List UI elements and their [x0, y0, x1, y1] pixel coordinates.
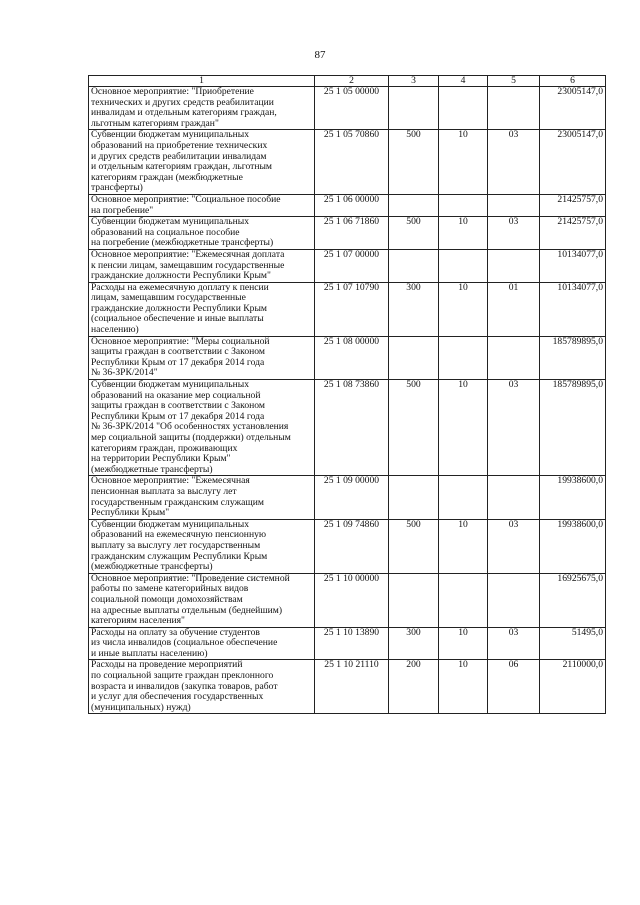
row-amount: 21425757,0 [540, 217, 606, 250]
row-code: 25 1 05 00000 [315, 87, 389, 130]
row-col-3: 500 [389, 130, 439, 195]
row-col-3 [389, 249, 439, 282]
row-col-3 [389, 476, 439, 519]
row-code: 25 1 10 21110 [315, 660, 389, 714]
row-col-4 [439, 249, 488, 282]
row-amount: 10134077,0 [540, 282, 606, 336]
row-description: Основное мероприятие: "Ежемесячная пенсионная выплата за выслугу лет государственным гражданским служащим Республики Крым" [89, 476, 315, 519]
row-description: Субвенции бюджетам муниципальных образований на приобретение технических и других средств реабилитации инвалидам и отдельным категориям граждан, льготным категориям граждан (межбюджетные трансферты) [89, 130, 315, 195]
row-code: 25 1 07 00000 [315, 249, 389, 282]
row-description: Субвенции бюджетам муниципальных образований на социальное пособие на погребение (межбюджетные трансферты) [89, 217, 315, 250]
table-row [89, 87, 606, 130]
row-col-3 [389, 336, 439, 379]
header-col-4: 4 [439, 76, 488, 87]
table-row [89, 282, 606, 336]
row-col-5 [488, 573, 540, 627]
row-col-5 [488, 249, 540, 282]
row-col-3 [389, 573, 439, 627]
row-col-3: 500 [389, 519, 439, 573]
row-col-4: 10 [439, 282, 488, 336]
table-row [89, 194, 606, 216]
row-amount: 185789895,0 [540, 380, 606, 476]
row-code: 25 1 05 70860 [315, 130, 389, 195]
table-row [89, 380, 606, 476]
row-code: 25 1 09 74860 [315, 519, 389, 573]
row-col-4 [439, 87, 488, 130]
header-col-6: 6 [540, 76, 606, 87]
row-code: 25 1 06 71860 [315, 217, 389, 250]
row-col-4 [439, 336, 488, 379]
row-description: Основное мероприятие: "Меры социальной защиты граждан в соответствии с Законом Республики Крым от 17 декабря 2014 года № 36-ЗРК/2014" [89, 336, 315, 379]
row-code: 25 1 10 00000 [315, 573, 389, 627]
row-col-5: 03 [488, 130, 540, 195]
row-col-3: 200 [389, 660, 439, 714]
table-row [89, 249, 606, 282]
row-code: 25 1 07 10790 [315, 282, 389, 336]
header-col-3: 3 [389, 76, 439, 87]
row-col-4: 10 [439, 627, 488, 660]
table-row [89, 476, 606, 519]
row-col-4: 10 [439, 217, 488, 250]
row-description: Основное мероприятие: "Проведение системной работы по замене категорийных видов социальной помощи домохозяйствам на адресные выплаты отдельным (беднейшим) категориям населения" [89, 573, 315, 627]
row-col-5: 03 [488, 380, 540, 476]
row-code: 25 1 08 00000 [315, 336, 389, 379]
row-amount: 23005147,0 [540, 130, 606, 195]
row-col-5: 06 [488, 660, 540, 714]
row-description: Расходы на оплату за обучение студентов из числа инвалидов (социальное обеспечение и иные выплаты населению) [89, 627, 315, 660]
row-description: Основное мероприятие: "Приобретение технических и других средств реабилитации инвалидам и отдельным категориям граждан, льготным категориям граждан" [89, 87, 315, 130]
row-amount: 19938600,0 [540, 519, 606, 573]
row-description: Субвенции бюджетам муниципальных образований на оказание мер социальной защиты граждан в соответствии с Законом Республики Крым от 17 декабря 2014 года № 36-ЗРК/2014 "Об особенностях установления мер социальной защиты (поддержки) отдельным категориям граждан, проживающих на территории Республики Крым" (межбюджетные трансферты) [89, 380, 315, 476]
row-col-3: 300 [389, 282, 439, 336]
row-col-4: 10 [439, 380, 488, 476]
row-code: 25 1 08 73860 [315, 380, 389, 476]
row-description: Основное мероприятие: "Социальное пособие на погребение" [89, 194, 315, 216]
row-amount: 16925675,0 [540, 573, 606, 627]
row-description: Основное мероприятие: "Ежемесячная доплата к пенсии лицам, замещавшим государственные гражданские должности Республики Крым" [89, 249, 315, 282]
row-code: 25 1 09 00000 [315, 476, 389, 519]
header-row [89, 76, 606, 87]
row-col-3: 500 [389, 380, 439, 476]
table-row [89, 519, 606, 573]
row-col-3 [389, 87, 439, 130]
header-col-1: 1 [89, 76, 315, 87]
row-amount: 2110000,0 [540, 660, 606, 714]
row-amount: 10134077,0 [540, 249, 606, 282]
row-amount: 51495,0 [540, 627, 606, 660]
table-row [89, 336, 606, 379]
page-number: 87 [314, 49, 326, 61]
header-col-5: 5 [488, 76, 540, 87]
row-col-3: 500 [389, 217, 439, 250]
row-col-4: 10 [439, 130, 488, 195]
row-col-5 [488, 336, 540, 379]
row-col-5: 01 [488, 282, 540, 336]
row-description: Расходы на ежемесячную доплату к пенсии лицам, замещавшим государственные гражданские должности Республики Крым (социальное обеспечение и иные выплаты населению) [89, 282, 315, 336]
row-col-5: 03 [488, 217, 540, 250]
table-row [89, 217, 606, 250]
budget-table [88, 75, 606, 714]
row-code: 25 1 06 00000 [315, 194, 389, 216]
row-col-4 [439, 573, 488, 627]
row-col-5: 03 [488, 627, 540, 660]
row-col-3: 300 [389, 627, 439, 660]
row-col-4 [439, 476, 488, 519]
row-code: 25 1 10 13890 [315, 627, 389, 660]
header-col-2: 2 [315, 76, 389, 87]
row-col-4: 10 [439, 519, 488, 573]
row-col-4: 10 [439, 660, 488, 714]
table-row [89, 660, 606, 714]
row-description: Расходы на проведение мероприятий по социальной защите граждан преклонного возраста и инвалидов (закупка товаров, работ и услуг для обеспечения государственных (муниципальных) нужд) [89, 660, 315, 714]
table-row [89, 627, 606, 660]
table-row [89, 573, 606, 627]
row-amount: 21425757,0 [540, 194, 606, 216]
row-col-5: 03 [488, 519, 540, 573]
row-amount: 19938600,0 [540, 476, 606, 519]
row-amount: 23005147,0 [540, 87, 606, 130]
row-col-4 [439, 194, 488, 216]
row-col-5 [488, 194, 540, 216]
table-row [89, 130, 606, 195]
row-col-3 [389, 194, 439, 216]
row-col-5 [488, 476, 540, 519]
row-amount: 185789895,0 [540, 336, 606, 379]
row-description: Субвенции бюджетам муниципальных образований на ежемесячную пенсионную выплату за выслугу лет государственным гражданским служащим Республики Крым (межбюджетные трансферты) [89, 519, 315, 573]
row-col-5 [488, 87, 540, 130]
